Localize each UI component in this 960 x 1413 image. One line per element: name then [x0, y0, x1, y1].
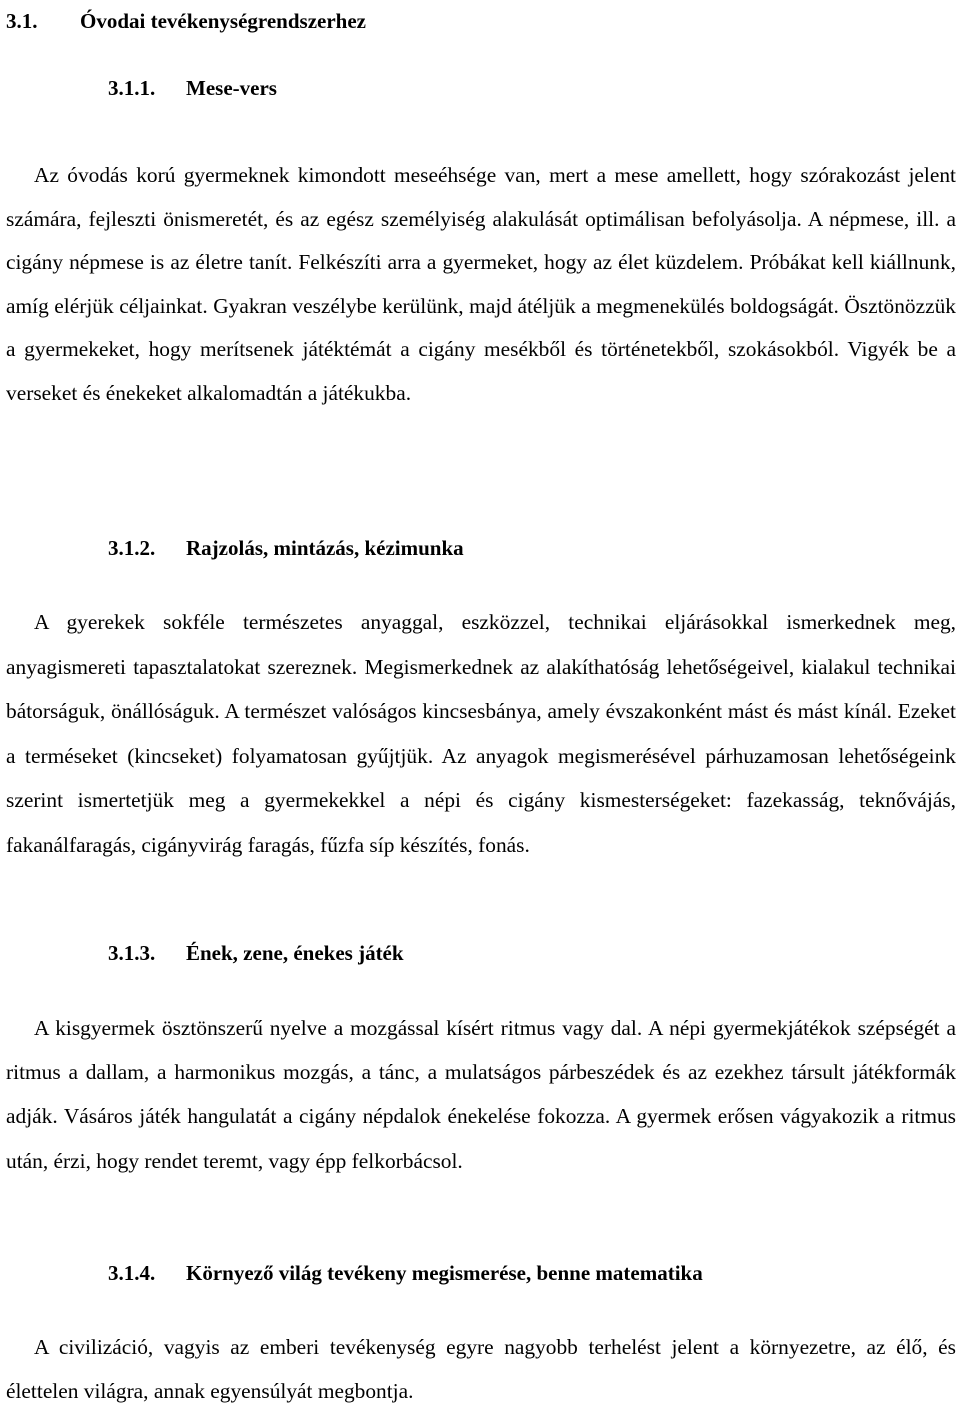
paragraph-text: A gyerekek sokféle természetes anyaggal, eszközzel, technikai eljárásokkal ismerkednek meg, anyagismereti tapasztalatokat szereznek. Megismerkednek az alakíthatóság lehetőségeivel, kialakul technikai bátorságuk, önállóságuk. A természet valóságos kincsesbánya, amely évszakonként mást és mást kínál. Ezeket a terméseket (kincseket) folyamatosan gyűjtjük. Az anyagok megismerésével párhuzamosan lehetőségeink szerint ismertetjük meg a gyermekekkel a népi és cigány kismesterségeket: fazekasság, teknővájás, fakanálfaragás, cigányvirág faragás, fűzfa síp készítés, fonás. [6, 610, 956, 857]
paragraph-text: Az óvodás korú gyermeknek kimondott meseéhsége van, mert a mese amellett, hogy szórakozást jelent számára, fejleszti önismeretét, és az egész személyiség alakulását optimálisan befolyásolja. A népmese, ill. a cigány népmese is az életre tanít. Felkészíti arra a gyermeket, hogy az élet küzdelem. Próbákat kell kiállnunk, amíg elérjük céljainkat. Gyakran veszélybe kerülünk, majd átéljük a megmenekülés boldogságát. Ösztönözzük a gyermekeket, hogy merítsenek játéktémát a cigány mesékből és történetekből, szokásokból. Vigyék be a verseket és énekeket alkalomadtán a játékukba. [6, 163, 956, 405]
section-number: 3.1. [6, 9, 38, 33]
paragraph [6, 1325, 956, 1413]
subsection-number: 3.1.2. [108, 536, 156, 560]
subsection-heading [108, 536, 464, 560]
paragraph [6, 600, 956, 868]
section-heading [6, 9, 366, 33]
subsection-heading [108, 1261, 703, 1285]
subsection-number: 3.1.4. [108, 1261, 156, 1285]
subsection-title: Környező világ tevékeny megismerése, benne matematika [186, 1261, 703, 1285]
subsection-heading [108, 941, 404, 965]
subsection-title: Mese-vers [186, 76, 277, 100]
paragraph [6, 1006, 956, 1183]
subsection-number: 3.1.3. [108, 941, 156, 965]
subsection-title: Rajzolás, mintázás, kézimunka [186, 536, 464, 560]
paragraph-text: A kisgyermek ösztönszerű nyelve a mozgással kísért ritmus vagy dal. A népi gyermekjátékok szépségét a ritmus a dallam, a harmonikus mozgás, a tánc, a mulatságos párbeszédek és az ezekhez társult játékformák adják. Vásáros játék hangulatát a cigány népdalok énekelése fokozza. A gyermek erősen vágyakozik a ritmus után, érzi, hogy rendet teremt, vagy épp felkorbácsol. [6, 1016, 956, 1173]
subsection-heading [108, 76, 277, 100]
subsection-title: Ének, zene, énekes játék [186, 941, 404, 965]
paragraph [6, 154, 956, 415]
subsection-number: 3.1.1. [108, 76, 156, 100]
section-title: Óvodai tevékenységrendszerhez [80, 9, 366, 33]
paragraph-text: A civilizáció, vagyis az emberi tevékenység egyre nagyobb terhelést jelent a környezetre, az élő, és élettelen világra, annak egyensúlyát megbontja. [6, 1335, 956, 1403]
